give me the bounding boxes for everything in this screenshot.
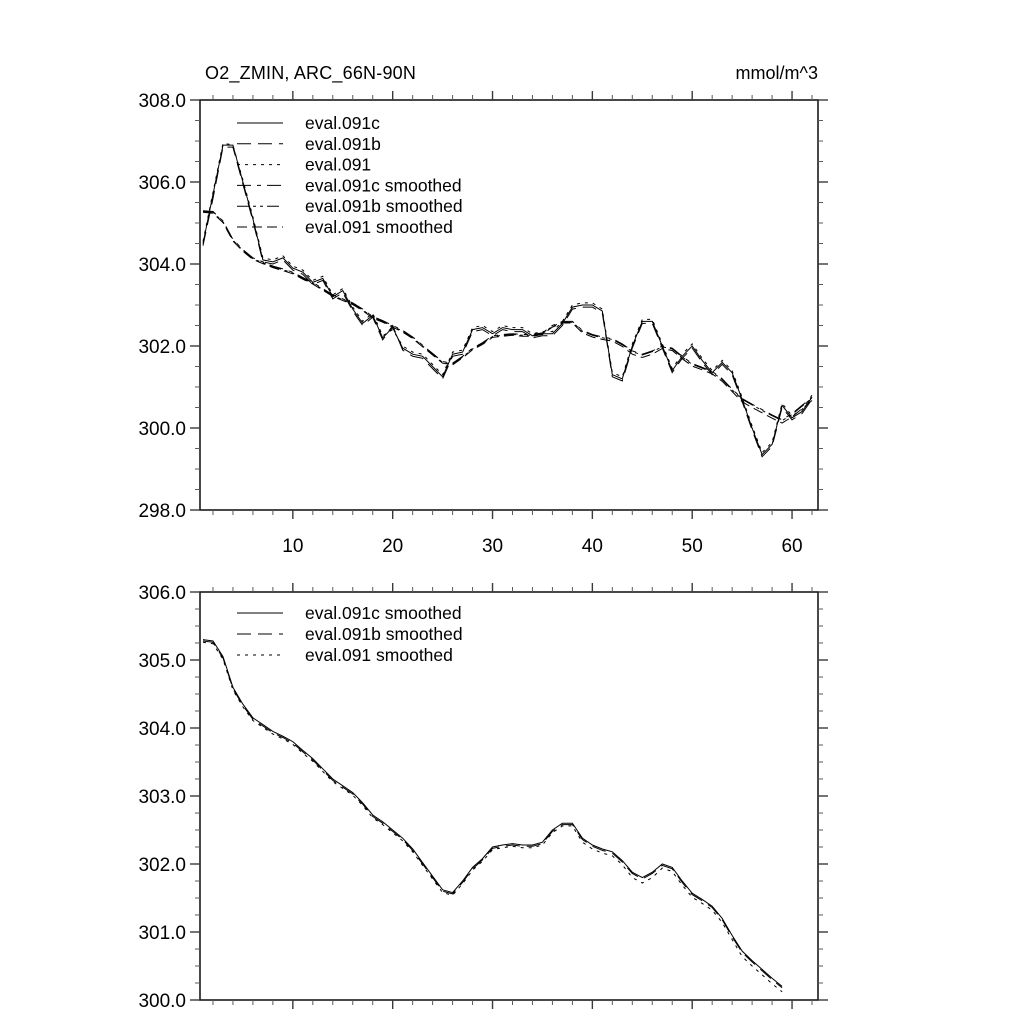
y-tick-label: 303.0 (138, 787, 186, 808)
legend-label: eval.091b smoothed (305, 196, 463, 217)
y-tick-label: 304.0 (138, 719, 186, 740)
axis-frame (200, 100, 818, 510)
series-line-eval.091c (203, 145, 812, 455)
y-tick-label: 306.0 (138, 583, 186, 604)
chart-title: O2_ZMIN, ARC_66N-90N (205, 63, 417, 83)
legend-label: eval.091 smoothed (305, 645, 453, 665)
y-tick-label: 305.0 (138, 651, 186, 672)
series-line-eval.091b-smoothed (203, 212, 812, 421)
y-tick-label: 308.0 (138, 91, 186, 112)
legend-label: eval.091 (305, 154, 372, 175)
chart-units-label: mmol/m^3 (735, 63, 818, 83)
x-tick-label: 40 (581, 536, 603, 557)
legend-label: eval.091b smoothed (305, 624, 463, 644)
series-line-eval.091c-smoothed (203, 640, 782, 987)
top-chart (138, 91, 828, 557)
y-tick-label: 304.0 (138, 255, 186, 276)
series-line-eval.091c-smoothed (203, 211, 812, 420)
x-tick-label: 10 (282, 536, 304, 557)
bottom-chart (138, 583, 828, 1012)
y-tick-label: 302.0 (138, 855, 186, 876)
y-tick-label: 298.0 (138, 501, 186, 522)
y-tick-label: 301.0 (138, 923, 186, 944)
axis-frame (200, 592, 818, 1000)
legend-label: eval.091b (305, 133, 381, 154)
x-tick-label: 20 (382, 536, 404, 557)
y-tick-label: 300.0 (138, 991, 186, 1012)
x-tick-label: 30 (481, 536, 504, 557)
legend-label: eval.091c smoothed (305, 175, 462, 196)
legend-label: eval.091c (305, 113, 380, 133)
series-line-eval.091b-smoothed (203, 641, 782, 988)
series-line-eval.091 (203, 143, 812, 453)
y-tick-label: 306.0 (138, 173, 186, 194)
series-line-eval.091b (203, 147, 812, 457)
x-tick-label: 60 (781, 536, 803, 557)
legend-label: eval.091 smoothed (305, 217, 453, 237)
series-line-eval.091-smoothed (203, 642, 782, 992)
series-line-eval.091-smoothed (203, 212, 812, 423)
y-tick-label: 302.0 (138, 337, 186, 358)
y-tick-label: 300.0 (138, 419, 186, 440)
legend-label: eval.091c smoothed (305, 603, 462, 623)
x-tick-label: 50 (681, 536, 703, 557)
